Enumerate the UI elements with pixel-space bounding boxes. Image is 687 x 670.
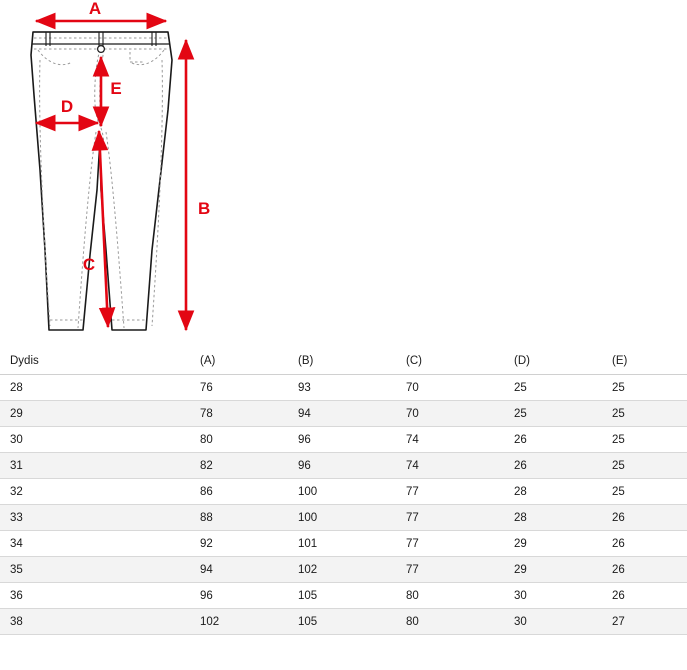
cell-b: 100	[298, 479, 406, 505]
size-table	[0, 348, 687, 635]
cell-d: 26	[514, 427, 612, 453]
cell-size: 28	[0, 375, 198, 401]
table-row	[0, 583, 687, 609]
cell-e: 25	[612, 479, 687, 505]
cell-d: 25	[514, 401, 612, 427]
cell-b: 94	[298, 401, 406, 427]
table-row	[0, 479, 687, 505]
table-row	[0, 453, 687, 479]
cell-c: 74	[406, 427, 514, 453]
table-row	[0, 401, 687, 427]
table-row	[0, 505, 687, 531]
cell-c: 77	[406, 557, 514, 583]
cell-d: 26	[514, 453, 612, 479]
cell-c: 70	[406, 401, 514, 427]
cell-c: 77	[406, 479, 514, 505]
cell-size: 35	[0, 557, 198, 583]
cell-b: 96	[298, 427, 406, 453]
cell-a: 82	[198, 453, 298, 479]
cell-a: 76	[198, 375, 298, 401]
column-header-c: (C)	[406, 348, 514, 375]
cell-e: 27	[612, 609, 687, 635]
cell-a: 78	[198, 401, 298, 427]
cell-d: 30	[514, 583, 612, 609]
column-header-d: (D)	[514, 348, 612, 375]
cell-size: 38	[0, 609, 198, 635]
cell-c: 80	[406, 583, 514, 609]
cell-e: 25	[612, 401, 687, 427]
jeans-button	[98, 46, 105, 53]
cell-b: 105	[298, 609, 406, 635]
cell-c: 80	[406, 609, 514, 635]
cell-c: 74	[406, 453, 514, 479]
label-c: C	[82, 255, 96, 274]
cell-e: 26	[612, 583, 687, 609]
cell-d: 29	[514, 557, 612, 583]
column-header-a: (A)	[198, 348, 298, 375]
table-row	[0, 609, 687, 635]
table-row	[0, 427, 687, 453]
cell-size: 30	[0, 427, 198, 453]
cell-b: 93	[298, 375, 406, 401]
cell-b: 96	[298, 453, 406, 479]
cell-a: 96	[198, 583, 298, 609]
cell-size: 33	[0, 505, 198, 531]
label-b: B	[198, 199, 211, 218]
cell-a: 86	[198, 479, 298, 505]
table-body	[0, 375, 687, 635]
column-header-b: (B)	[298, 348, 406, 375]
cell-e: 26	[612, 557, 687, 583]
cell-size: 29	[0, 401, 198, 427]
cell-a: 94	[198, 557, 298, 583]
cell-b: 101	[298, 531, 406, 557]
cell-e: 26	[612, 531, 687, 557]
cell-b: 100	[298, 505, 406, 531]
column-header-e: (E)	[612, 348, 687, 375]
cell-e: 25	[612, 375, 687, 401]
cell-a: 80	[198, 427, 298, 453]
column-header-size: Dydis	[0, 348, 198, 375]
cell-b: 105	[298, 583, 406, 609]
cell-a: 92	[198, 531, 298, 557]
table-row	[0, 557, 687, 583]
label-e: E	[110, 79, 122, 98]
cell-d: 28	[514, 479, 612, 505]
cell-size: 34	[0, 531, 198, 557]
cell-a: 88	[198, 505, 298, 531]
label-d: D	[60, 97, 74, 116]
cell-e: 25	[612, 453, 687, 479]
cell-size: 36	[0, 583, 198, 609]
cell-size: 31	[0, 453, 198, 479]
cell-d: 30	[514, 609, 612, 635]
cell-d: 29	[514, 531, 612, 557]
cell-e: 26	[612, 505, 687, 531]
cell-e: 25	[612, 427, 687, 453]
table-row	[0, 531, 687, 557]
cell-a: 102	[198, 609, 298, 635]
cell-c: 77	[406, 531, 514, 557]
cell-d: 28	[514, 505, 612, 531]
label-a: A	[88, 0, 102, 18]
cell-b: 102	[298, 557, 406, 583]
table-row	[0, 375, 687, 401]
table-header-row	[0, 348, 687, 375]
cell-c: 77	[406, 505, 514, 531]
cell-size: 32	[0, 479, 198, 505]
cell-c: 70	[406, 375, 514, 401]
cell-d: 25	[514, 375, 612, 401]
